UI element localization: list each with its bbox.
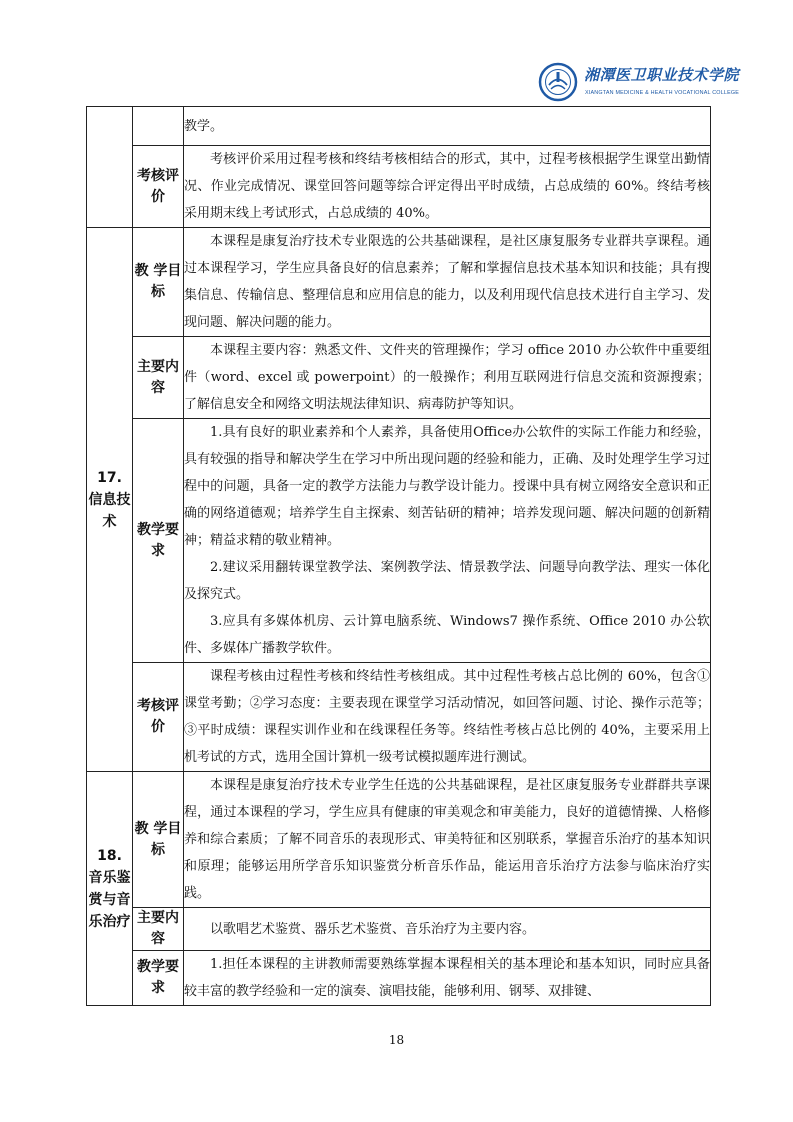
row-label: 教 学目标 (133, 228, 184, 337)
college-name-cn: 湘潭医卫职业技术学院 (584, 66, 740, 84)
row-content (184, 107, 711, 146)
table-row (87, 419, 711, 663)
paragraph: 本课程是康复治疗技术专业学生任选的公共基础课程，是社区康复服务专业群群共享课程，通过本课程的学习，学生应具有健康的审美观念和审美能力，良好的道德情操、人格修养和综合素质；了解不同音乐的表现形式、审美特征和区别联系，掌握音乐治疗的基本知识和原理；能够运用所学音乐知识鉴赏分析音乐作品，能运用音乐治疗方法参与临床治疗实践。 (184, 778, 710, 901)
row-content (184, 951, 711, 1006)
course-number: 17. (97, 469, 122, 486)
row-label: 主要内容 (133, 908, 184, 951)
paragraph: 本课程主要内容：熟悉文件、文件夹的管理操作；学习 office 2010 办公软件中重要组件（word、excel 或 powerpoint）的一般操作；利用互联网进行信息交流和资源搜索；了解信息安全和网络文明法规法律知识、病毒防护等知识。 (184, 343, 710, 412)
page-number: 18 (388, 1033, 405, 1047)
row-label: 教学要求 (133, 419, 184, 663)
paragraph: 考核评价采用过程考核和终结考核相结合的形式，其中，过程考核根据学生课堂出勤情况、作业完成情况、课堂回答问题等综合评定得出平时成绩，占总成绩的 60%。终结考核采用期末线上考试形式，占总成绩的 40%。 (184, 152, 710, 221)
table-row (87, 908, 711, 951)
table-row (87, 107, 711, 146)
row-label (133, 107, 184, 146)
row-label: 考核评价 (133, 663, 184, 772)
row-content (184, 908, 711, 951)
course-17-cell (87, 228, 133, 772)
college-logo (538, 62, 760, 108)
row-label: 考核评价 (133, 146, 184, 228)
college-name-en: XIANGTAN MEDICINE & HEALTH VOCATIONAL COLLEGE (585, 90, 740, 96)
paragraph: 1.具有良好的职业素养和个人素养，具备使用Office办公软件的实际工作能力和经验，具有较强的指导和解决学生在学习中所出现问题的经验和能力，正确、及时处理学生学习过程中的问题，具备一定的教学方法能力与教学设计能力。授课中具有树立网络安全意识和正确的网络道德观；培养学生自主探索、刻苦钻研的精神；培养发现问题、解决问题的创新精神；精益求精的敬业精神。 (184, 425, 710, 548)
row-content (184, 419, 711, 663)
row-content (184, 772, 711, 908)
paragraph: 本课程是康复治疗技术专业限选的公共基础课程，是社区康复服务专业群共享课程。通过本课程学习，学生应具备良好的信息素养；了解和掌握信息技术基本知识和技能；具有搜集信息、传输信息、整理信息和应用信息的能力，以及利用现代信息技术进行自主学习、发现问题、解决问题的能力。 (184, 234, 710, 330)
row-label: 主要内容 (133, 337, 184, 419)
prev-course-cell (87, 107, 133, 228)
paragraph: 3.应具有多媒体机房、云计算电脑系统、Windows7 操作系统、Office 2010 办公软件、多媒体广播教学软件。 (184, 614, 710, 656)
table-row (87, 663, 711, 772)
table-row (87, 228, 711, 337)
table-row (87, 772, 711, 908)
row-content (184, 337, 711, 419)
paragraph: 课程考核由过程性考核和终结性考核组成。其中过程性考核占总比例的 60%，包含①课堂考勤；②学习态度：主要表现在课堂学习活动情况，如回答问题、讨论、操作示范等；③平时成绩：课程实训作业和在线课程任务等。终结性考核占总比例的 40%，主要采用上机考试的方式，选用全国计算机一级考试模拟题库进行测试。 (184, 669, 710, 765)
paragraph: 教学。 (184, 118, 224, 134)
course-18-cell (87, 772, 133, 1006)
row-content (184, 146, 711, 228)
course-name: 音乐鉴赏与音乐治疗 (88, 869, 131, 930)
college-emblem-icon (538, 62, 578, 102)
row-content (184, 228, 711, 337)
row-label: 教 学目标 (133, 772, 184, 908)
table-row (87, 337, 711, 419)
course-table (86, 106, 711, 1006)
row-label: 教学要求 (133, 951, 184, 1006)
row-content (184, 663, 711, 772)
table-row (87, 146, 711, 228)
course-name: 信息技术 (88, 491, 131, 530)
table-row (87, 951, 711, 1006)
paragraph: 以歌唱艺术鉴赏、器乐艺术鉴赏、音乐治疗为主要内容。 (210, 921, 536, 937)
course-number: 18. (97, 847, 122, 864)
paragraph: 1.担任本课程的主讲教师需要熟练掌握本课程相关的基本理论和基本知识，同时应具备较丰富的教学经验和一定的演奏、演唱技能，能够利用、钢琴、双排键、 (184, 957, 710, 999)
paragraph: 2.建议采用翻转课堂教学法、案例教学法、情景教学法、问题导向教学法、理实一体化及探究式。 (184, 560, 710, 602)
